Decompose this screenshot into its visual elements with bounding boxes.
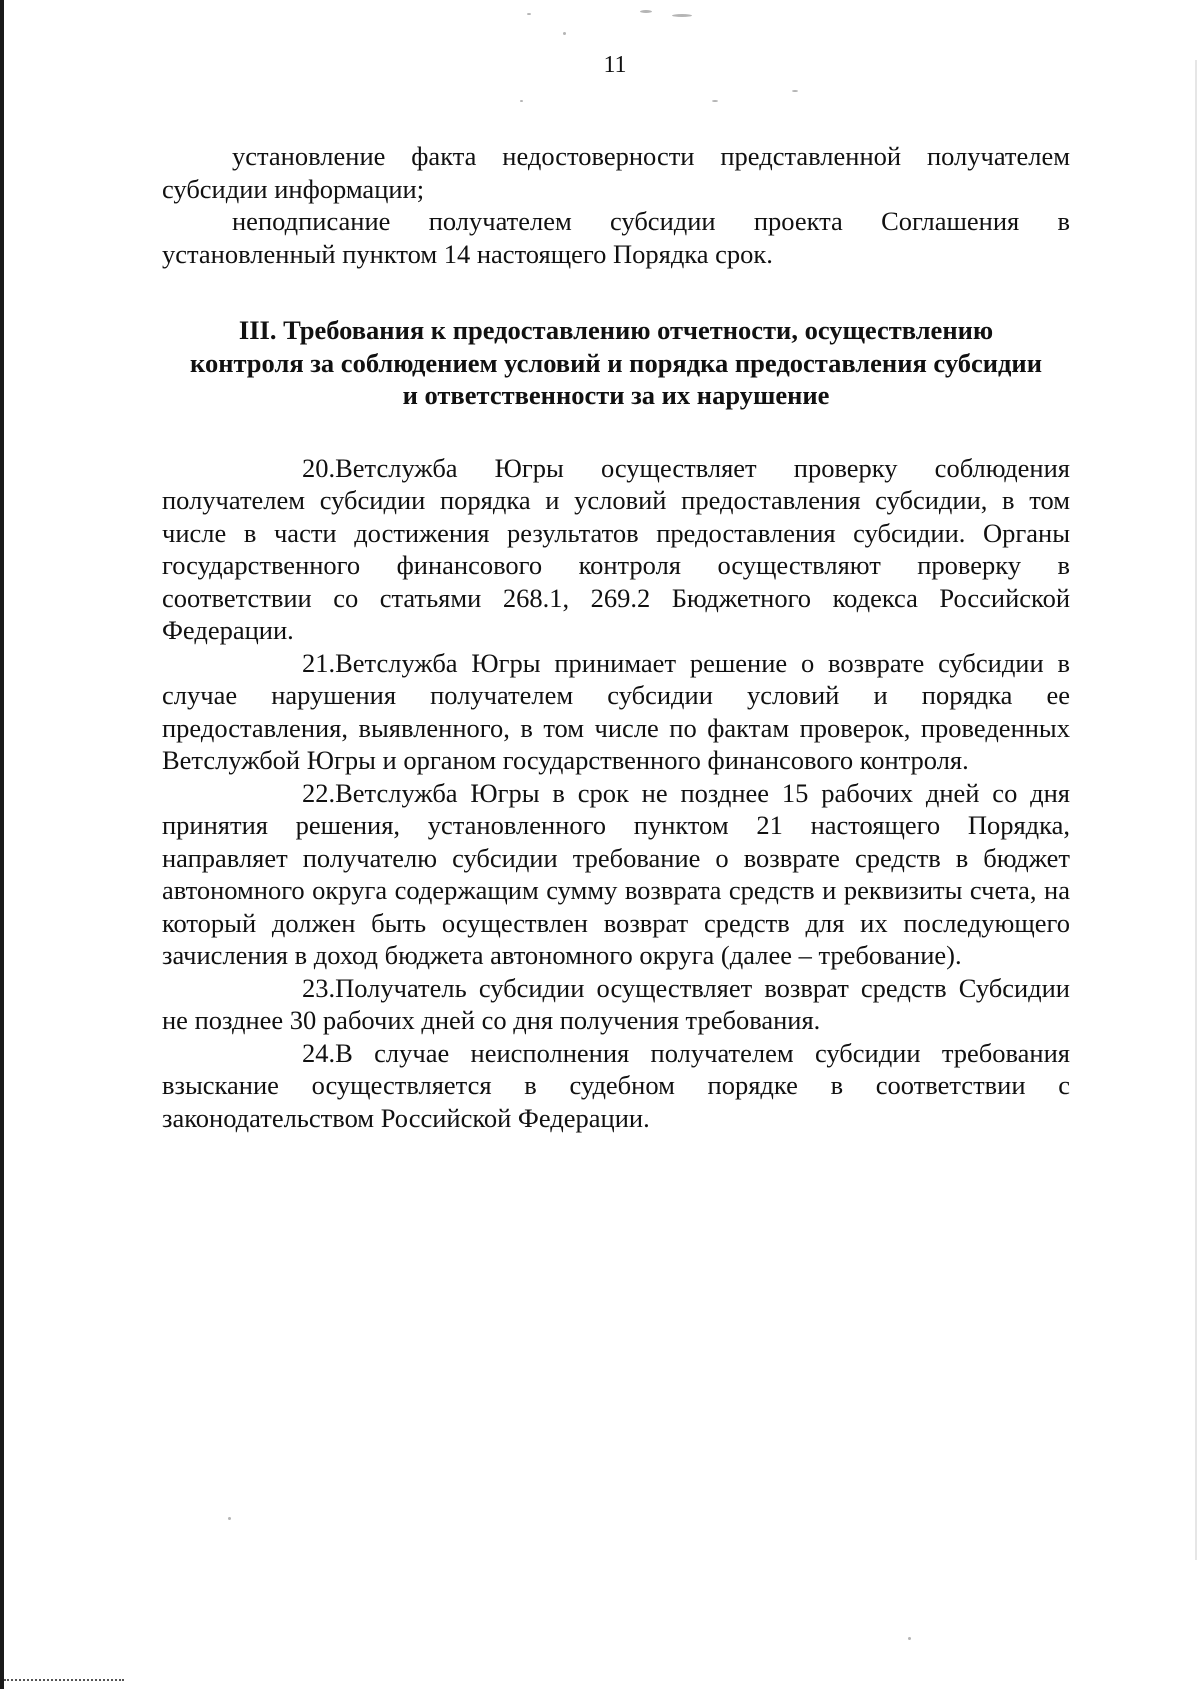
- clause-text: Ветслужба Югры осуществляет проверку соблюдения получателем субсидии порядка и условий предоставления субсидии, в том числе в части достижения результатов предоставления субсидии. Органы государственного финансового контроля осуществляют проверку в соответствии со статьями 268.1, 269.2 Бюджетного кодекса Российской Федерации.: [162, 452, 1070, 645]
- scan-speck: [563, 32, 566, 35]
- paragraph: установление факта недостоверности представленной получателем субсидии информации;: [162, 141, 1070, 204]
- section-heading-line: контроля за соблюдением условий и порядка предоставления субсидии: [190, 347, 1042, 378]
- section-heading: [162, 314, 1070, 412]
- clause-number: 22.: [302, 777, 336, 808]
- scan-speck: [527, 13, 531, 15]
- clause-text: Ветслужба Югры в срок не позднее 15 рабочих дней со дня принятия решения, установленного пунктом 21 настоящего Порядка, направляет получателю субсидии требование о возврате средств в бюджет автономного округа содержащим сумму возврата средств и реквизиты счета, на который должен быть осуществлен возврат средств для их последующего зачисления в доход бюджета автономного округа (далее – требование).: [162, 777, 1070, 970]
- scan-speck: [520, 100, 523, 102]
- clause-23: [162, 972, 1070, 1037]
- clause-number: 21.: [302, 647, 336, 678]
- clause-text: Ветслужба Югры принимает решение о возврате субсидии в случае нарушения получателем субсидии условий и порядка ее предоставления, выявленного, в том числе по фактам проверок, проведенных Ветслужбой Югры и органом государственного финансового контроля.: [162, 647, 1070, 775]
- page-number: 11: [603, 52, 627, 78]
- scan-speck: [792, 90, 798, 92]
- clause-text: В случае неисполнения получателем субсидии требования взыскание осуществляется в судебном порядке в соответствии с законодательством Российской Федерации.: [162, 1037, 1070, 1133]
- paragraph: неподписание получателем субсидии проекта Соглашения в установленный пунктом 14 настоящего Порядка срок.: [162, 206, 1070, 269]
- scan-speck: [908, 1637, 911, 1640]
- clause-number: 20.: [302, 452, 336, 483]
- scan-bottom-marks: [4, 1679, 124, 1683]
- clause-22: [162, 777, 1070, 972]
- section-heading-line: III. Требования к предоставлению отчетности, осуществлению: [238, 315, 994, 345]
- scan-speck: [712, 100, 718, 102]
- document-body: [162, 140, 1070, 1134]
- scan-speck: [672, 14, 692, 17]
- clause-number: 24.: [302, 1037, 336, 1068]
- scan-left-edge: [0, 0, 4, 1689]
- scan-speck: [640, 10, 652, 13]
- scan-right-edge: [1195, 60, 1197, 1560]
- clause-24: [162, 1037, 1070, 1135]
- section-heading-line: и ответственности за их нарушение: [402, 380, 830, 410]
- clause-21: [162, 647, 1070, 777]
- clause-number: 23.: [302, 972, 336, 1003]
- clause-text: Получатель субсидии осуществляет возврат средств Субсидии не позднее 30 рабочих дней со дня получения требования.: [162, 972, 1070, 1035]
- scan-speck: [228, 1517, 231, 1520]
- clause-20: [162, 452, 1070, 647]
